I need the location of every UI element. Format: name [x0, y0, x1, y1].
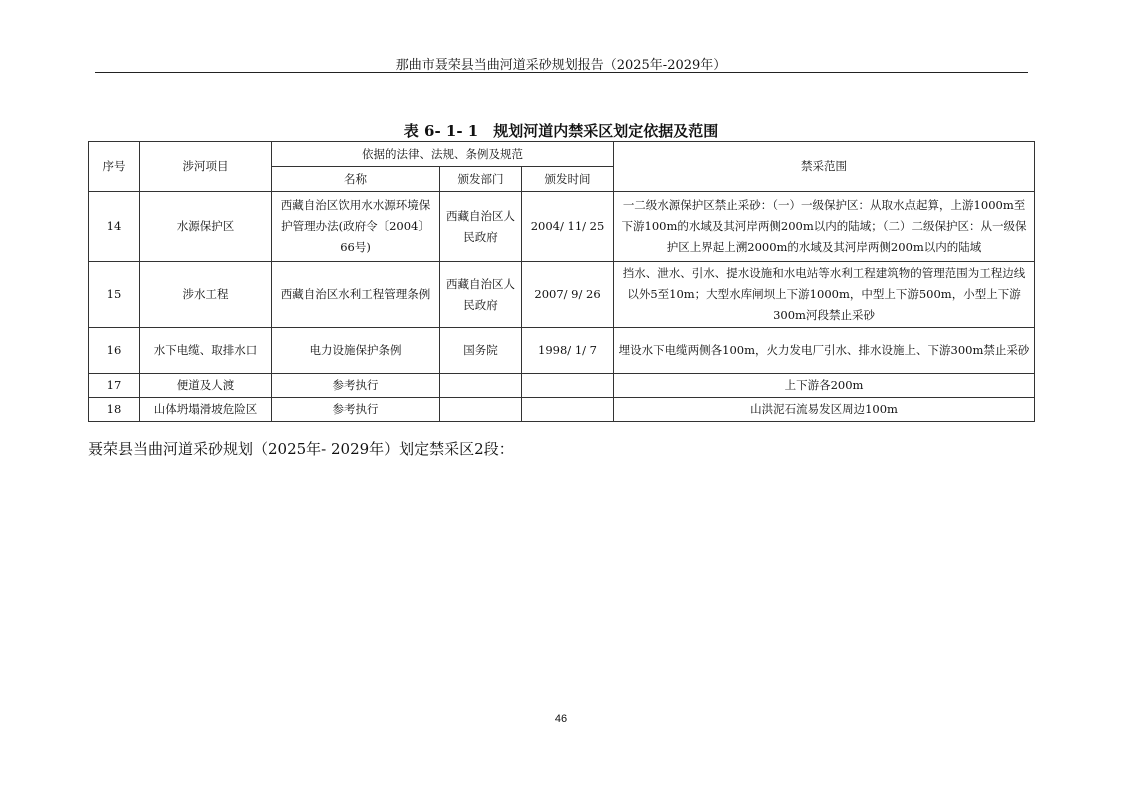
row-name: 西藏自治区饮用水水源环境保护管理办法(政府令〔2004〕66号): [272, 192, 440, 262]
row-project: 涉水工程: [140, 262, 272, 328]
row-index: 15: [89, 262, 140, 328]
col-header-department: 颁发部门: [440, 167, 522, 192]
table-row: [89, 328, 1035, 374]
table-header-row: [89, 142, 1035, 167]
row-department: 西藏自治区人民政府: [440, 192, 522, 262]
row-range: 山洪泥石流易发区周边100m: [614, 398, 1035, 422]
table-row: [89, 374, 1035, 398]
row-index: 16: [89, 328, 140, 374]
page-header: 那曲市聂荣县当曲河道采砂规划报告（2025年-2029年）: [395, 58, 727, 73]
row-date: [522, 398, 614, 422]
header-rule: [95, 72, 1028, 73]
row-name: 西藏自治区水利工程管理条例: [272, 262, 440, 328]
col-header-project: 涉河项目: [140, 142, 272, 192]
row-date: [522, 374, 614, 398]
row-index: 18: [89, 398, 140, 422]
row-name: 电力设施保护条例: [272, 328, 440, 374]
row-index: 17: [89, 374, 140, 398]
page-number: 46: [554, 713, 568, 725]
row-range: 埋设水下电缆两侧各100m，火力发电厂引水、排水设施上、下游300m禁止采砂: [614, 328, 1035, 374]
row-range: 一二级水源保护区禁止采砂：（一）一级保护区：从取水点起算，上游1000m至下游100m的水域及其河岸两侧200m以内的陆域；（二）二级保护区：从一级保护区上界起上溯2000m的水域及其河岸两侧200m以内的陆域: [614, 192, 1035, 262]
row-date: 2007/ 9/ 26: [522, 262, 614, 328]
row-index: 14: [89, 192, 140, 262]
row-project: 水下电缆、取排水口: [140, 328, 272, 374]
table-row: [89, 192, 1035, 262]
table-row: [89, 262, 1035, 328]
row-project: 便道及人渡: [140, 374, 272, 398]
row-date: 2004/ 11/ 25: [522, 192, 614, 262]
row-department: 国务院: [440, 328, 522, 374]
no-mining-zone-table: [88, 141, 1035, 422]
row-department: 西藏自治区人民政府: [440, 262, 522, 328]
row-department: [440, 374, 522, 398]
col-header-index: 序号: [89, 142, 140, 192]
col-header-range: 禁采范围: [614, 142, 1035, 192]
row-project: 水源保护区: [140, 192, 272, 262]
table-title: 表 6- 1- 1 规划河道内禁采区划定依据及范围: [403, 122, 719, 140]
col-header-basis-group: 依据的法律、法规、条例及规范: [272, 142, 614, 167]
row-name: 参考执行: [272, 374, 440, 398]
row-range: 挡水、泄水、引水、提水设施和水电站等水利工程建筑物的管理范围为工程边线以外5至10m；大型水库闸坝上下游1000m，中型上下游500m，小型上下游300m河段禁止采砂: [614, 262, 1035, 328]
summary-note: 聂荣县当曲河道采砂规划（2025年- 2029年）划定禁采区2段：: [88, 440, 514, 458]
col-header-name: 名称: [272, 167, 440, 192]
col-header-date: 颁发时间: [522, 167, 614, 192]
table-row: [89, 398, 1035, 422]
row-department: [440, 398, 522, 422]
row-date: 1998/ 1/ 7: [522, 328, 614, 374]
row-range: 上下游各200m: [614, 374, 1035, 398]
row-name: 参考执行: [272, 398, 440, 422]
row-project: 山体坍塌滑坡危险区: [140, 398, 272, 422]
